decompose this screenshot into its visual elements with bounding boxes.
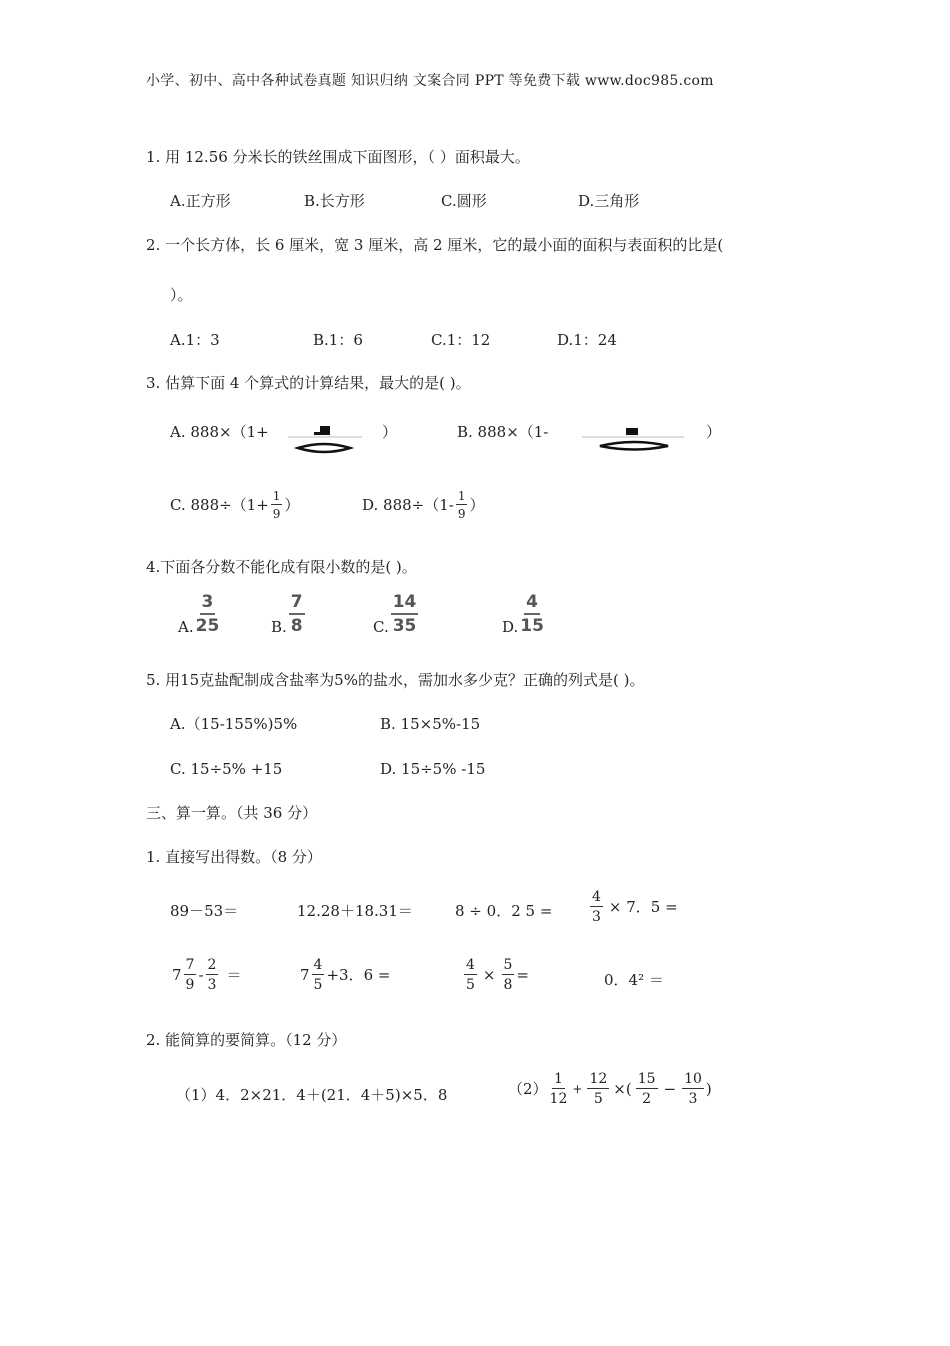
question-2-cont: ）。 [170,286,193,304]
fraction-denominator: 3 [592,909,601,925]
q4-option-d-fraction [520,594,544,635]
problem-2-times-paren: ×( [613,1080,632,1098]
q1-option-d: D.三角形 [578,192,640,210]
problem-2-fraction-4 [682,1072,704,1106]
calc-6-rest: +3．6 = [326,966,391,984]
calc-7-fraction-2 [502,958,515,992]
calc-7-equals: = [516,966,529,984]
fraction-denominator: 9 [272,507,281,521]
q4-option-a [178,594,221,635]
q3-option-a-broken-fraction [284,420,364,460]
q4-option-b [271,594,307,635]
q3-option-b-text: B. 888×（1- [457,423,549,441]
q3-option-b-close: ） [706,423,722,441]
question-3: 3. 估算下面 4 个算式的计算结果，最大的是( )。 [146,374,471,392]
fraction-denominator: 3 [688,1091,698,1107]
section-3-title: 三、算一算。（共 36 分） [146,804,318,822]
fraction-numerator: 7 [289,594,305,615]
calc-5-whole: 7 [172,966,182,984]
calc-2: 12.28＋18.31＝ [297,902,413,920]
fraction-numerator: 4 [313,957,323,973]
problem-2-minus: − [663,1080,677,1098]
fraction-denominator: 9 [185,977,195,993]
q3-option-c [170,490,299,520]
fraction-denominator: 8 [290,616,303,636]
q1-option-a: A.正方形 [170,192,231,210]
fraction-denominator: 8 [503,977,513,993]
calc-4-fraction [590,890,603,924]
calc-5 [172,958,241,992]
q3-option-d-close: ） [469,496,485,514]
q3-option-d [362,490,485,520]
fraction-numerator: 1 [272,489,281,503]
page-header: 小学、初中、高中各种试卷真题 知识归纳 文案合同 PPT 等免费下载 www.doc985.com [146,73,714,89]
fraction-numerator: 2 [207,957,217,973]
fraction-denominator: 5 [593,1091,603,1107]
question-5: 5. 用15克盐配制成含盐率为5%的盐水，需加水多少克？正确的列式是( )。 [146,671,645,689]
fraction-denominator: 5 [466,977,475,993]
problem-2-plus: + [572,1082,583,1096]
q2-option-b: B.1：6 [313,331,363,349]
problem-2-close-paren: ) [705,1080,712,1098]
q4-option-b-label: B. [271,618,287,636]
calc-7 [462,958,529,992]
q4-option-a-fraction [196,594,220,635]
fraction-denominator: 35 [392,616,417,636]
q3-option-d-fraction [456,490,468,520]
calc-4-rest: × 7．5 = [608,898,678,916]
q2-option-d: D.1：24 [557,331,617,349]
fraction-denominator: 3 [207,977,217,993]
problem-2-fraction-2 [587,1072,609,1106]
calc-5-equals: ＝ [226,966,242,984]
fraction-numerator: 1 [457,489,466,503]
simplify-problem-1: （1）4．2×21．4＋(21．4＋5)×5．8 [176,1086,448,1104]
q5-option-a: A.（15-155%)5% [170,715,298,733]
simplify-problem-2 [508,1072,712,1106]
fraction-denominator: 15 [520,616,544,636]
fraction-numerator: 4 [466,957,475,973]
question-4: 4.下面各分数不能化成有限小数的是( )。 [146,558,417,576]
fraction-denominator: 2 [642,1091,652,1107]
subsection-1-title: 1. 直接写出得数。（8 分） [146,848,322,866]
calc-5-fraction-1 [184,958,197,992]
calc-4 [588,890,678,924]
calc-6-fraction [312,958,325,992]
problem-2-fraction-1 [550,1072,568,1106]
problem-2-fraction-3 [636,1072,658,1106]
fraction-numerator: 14 [391,594,419,615]
fraction-numerator: 4 [592,889,601,905]
q2-option-c: C.1：12 [431,331,491,349]
q4-option-d-label: D. [502,618,519,636]
q2-option-a: A.1：3 [170,331,220,349]
q5-option-c: C. 15÷5% +15 [170,760,283,778]
q3-option-c-fraction [271,490,283,520]
question-1: 1. 用 12.56 分米长的铁丝围成下面图形，（ ）面积最大。 [146,148,530,166]
fraction-numerator: 1 [554,1071,563,1087]
fraction-numerator: 12 [589,1071,608,1087]
calc-6 [300,958,390,992]
fraction-numerator: 5 [503,957,513,973]
calc-5-minus: - [198,966,204,984]
q3-option-b-broken-fraction [578,420,688,460]
calc-6-whole: 7 [300,966,310,984]
fraction-numerator: 7 [185,957,195,973]
calc-7-times: × [482,966,496,984]
calc-3: 8 ÷ 0．2 5 = [455,902,553,920]
q3-option-c-text: C. 888÷（1+ [170,496,269,514]
q3-option-c-close: ） [284,496,300,514]
calc-1: 89－53＝ [170,902,239,920]
q4-option-c-fraction [391,594,419,635]
fraction-numerator: 15 [637,1071,656,1087]
calc-8: 0．4² ＝ [604,971,664,989]
calc-7-fraction-1 [464,958,477,992]
fraction-denominator: 9 [457,507,466,521]
q3-option-d-text: D. 888÷（1- [362,496,454,514]
question-2: 2. 一个长方体，长 6 厘米，宽 3 厘米，高 2 厘米，它的最小面的面积与表面积的比是( [146,236,724,254]
q4-option-a-label: A. [178,618,194,636]
q4-option-b-fraction [289,594,305,635]
q1-option-b: B.长方形 [304,192,365,210]
problem-2-label: （2） [508,1080,548,1098]
q4-option-c [373,594,420,635]
fraction-denominator: 5 [313,977,323,993]
q5-option-d: D. 15÷5% -15 [380,760,486,778]
fraction-denominator: 25 [195,616,220,636]
q1-option-c: C.圆形 [441,192,487,210]
fraction-numerator: 10 [684,1071,702,1087]
q3-option-a-close: ） [382,423,398,441]
q3-option-a-text: A. 888×（1+ [170,423,269,441]
q5-option-b: B. 15×5%-15 [380,715,481,733]
q4-option-c-label: C. [373,618,389,636]
fraction-numerator: 3 [200,594,216,615]
fraction-denominator: 12 [549,1091,568,1107]
subsection-2-title: 2. 能简算的要简算。（12 分） [146,1031,347,1049]
fraction-numerator: 4 [524,594,540,615]
q4-option-d [502,594,546,635]
calc-5-fraction-2 [206,958,219,992]
